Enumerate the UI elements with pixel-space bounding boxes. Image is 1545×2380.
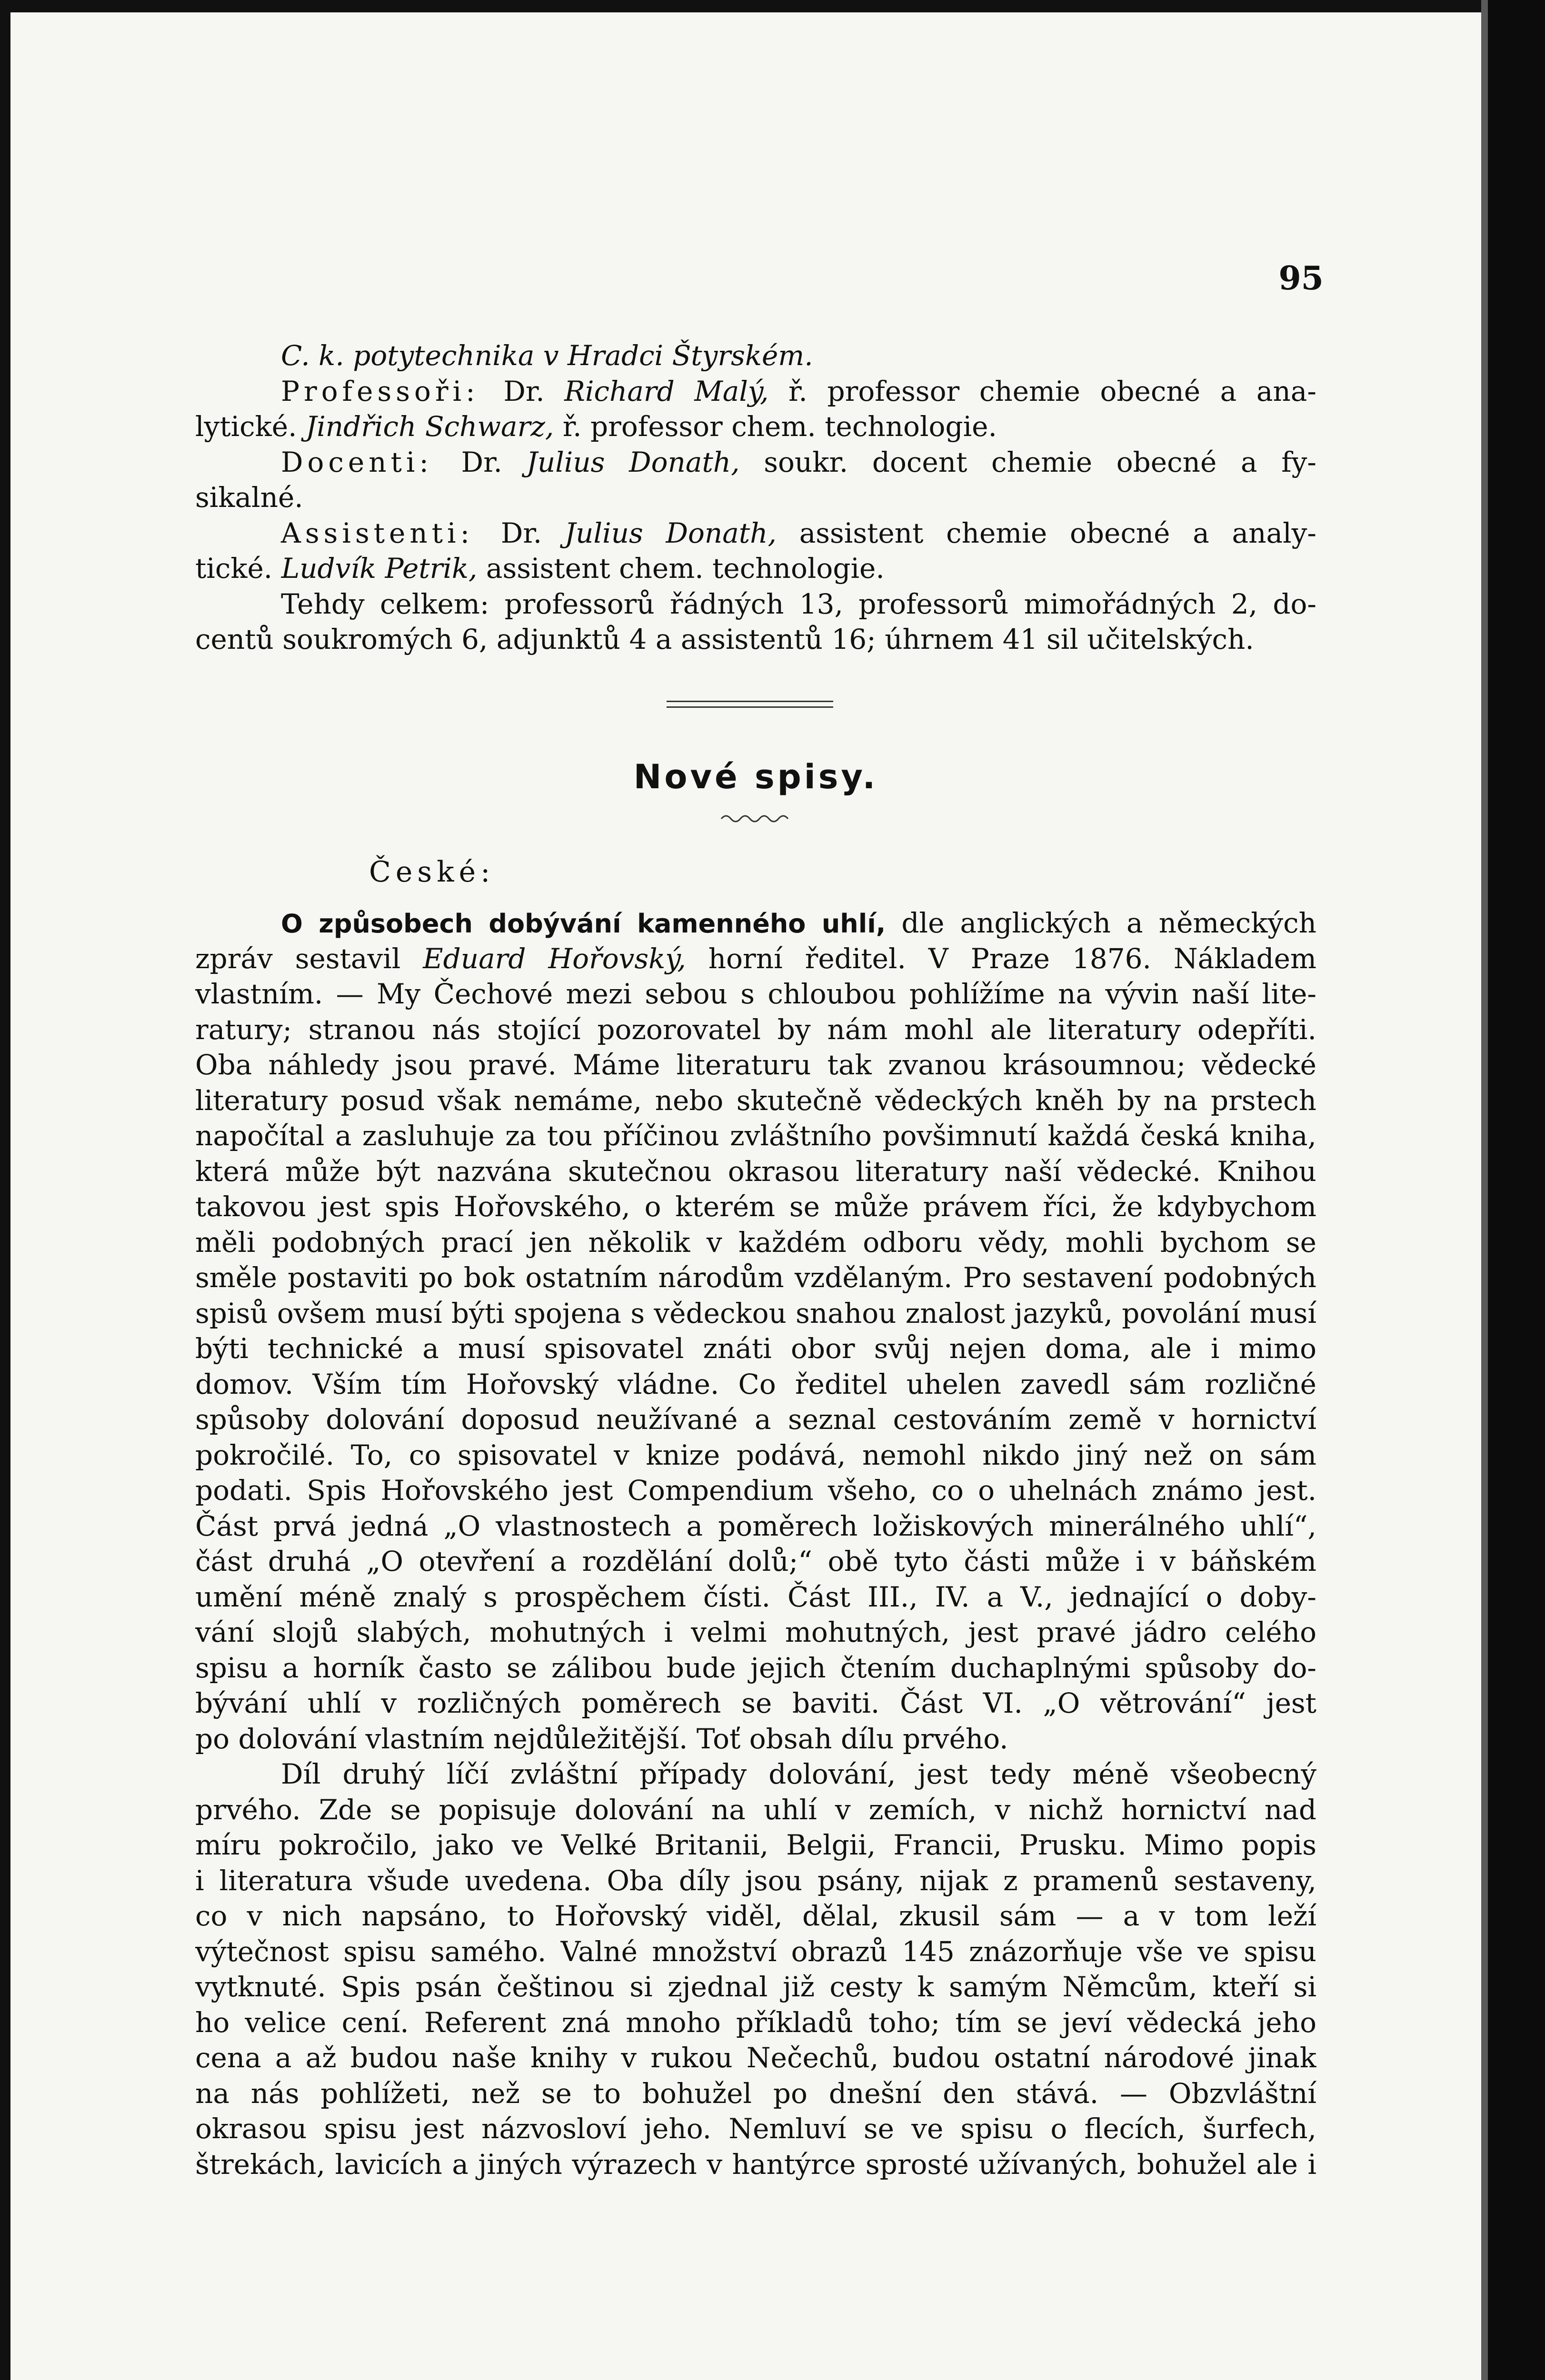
text-run: spůsoby dolování doposud neužívané a seznal cestováním země v hornictví (195, 1403, 1316, 1436)
text-run: Dr. (503, 375, 565, 407)
text-line (195, 941, 1316, 977)
text-line: štrekách, lavicích a jiných výrazech v hantýrce sprosté užívaných, bohužel ale i (195, 2148, 1316, 2181)
subheading-czech: České: (369, 855, 495, 889)
double-rule-bottom (667, 706, 833, 708)
text-line (195, 1508, 1316, 1544)
text-run: domov. Vším tím Hořovský vládne. Co ředitel uhelen zavedl sám rozličné (195, 1368, 1316, 1400)
text-line: na nás pohlížeti, než se to bohužel po dnešní den stává. — Obzvláštní (195, 2077, 1316, 2110)
scan-border-top (0, 0, 1545, 12)
text-line (195, 1189, 1316, 1225)
text-line (195, 976, 1316, 1012)
text-line: cena a až budou naše knihy v rukou Nečechů, budou ostatní národové jinak (195, 2042, 1316, 2074)
text-run: po dolování vlastním nejdůležitější. Toť obsah dílu prvého. (195, 1722, 1008, 1755)
text-run: vání slojů slabých, mohutných i velmi mohutných, jest pravé jádro celého (195, 1616, 1316, 1648)
wave-ornament-icon (719, 810, 790, 824)
scan-border-right (1488, 0, 1545, 2380)
text-run: assistent chem. technologie. (477, 552, 885, 585)
text-line (195, 1047, 1316, 1083)
text-run: spisu a horník často se zálibou bude jejich čtením duchaplnými spůsoby do- (195, 1651, 1316, 1684)
text-run: tické. (195, 552, 281, 585)
text-line (195, 1473, 1316, 1508)
text-line (195, 374, 1316, 409)
text-run: zpráv sestavil (195, 942, 423, 975)
text-line (195, 1083, 1316, 1119)
double-rule-top (667, 701, 833, 702)
text-line (195, 1438, 1316, 1473)
text-run: spisů ovšem musí býti spojena s vědeckou snahou znalost jazyků, povolání musí (195, 1297, 1316, 1329)
text-line (195, 551, 1316, 586)
text-run: umění méně znalý s prospěchem čísti. Část III., IV. a V., jednající o doby- (195, 1580, 1316, 1613)
text-run: lytické. (195, 410, 306, 443)
text-line: míru pokročilo, jako ve Velké Britanii, Belgii, Francii, Prusku. Mimo popis (195, 1829, 1316, 1861)
staff-role-label: Assistenti: (281, 516, 501, 549)
text-run: dle anglických a německých (886, 907, 1316, 939)
text-run: směle postaviti po bok ostatním národům vzdělaným. Pro sestavení podobných (195, 1261, 1316, 1294)
text-line: okrasou spisu jest názvosloví jeho. Nemluví se ve spisu o flecích, šurfech, (195, 2112, 1316, 2145)
text-run: která může být nazvána skutečnou okrasou literatury naší vědecké. Knihou (195, 1155, 1316, 1188)
text-run: horní ředitel. V Praze 1876. Nákladem (686, 942, 1316, 975)
text-run: Dr. (500, 516, 565, 549)
text-run: ratury; stranou nás stojící pozorovatel by nám mohl ale literatury odepříti. (195, 1013, 1316, 1046)
text-run: bývání uhlí v rozličných poměrech se baviti. Část VI. „O větrování“ jest (195, 1687, 1316, 1719)
text-line (195, 1296, 1316, 1331)
text-line (195, 1650, 1316, 1686)
italic-name: Ludvík Petrik, (281, 552, 478, 585)
totals-paragraph (195, 586, 1316, 657)
text-line (195, 1367, 1316, 1402)
text-line (195, 1544, 1316, 1579)
italic-name: Jindřich Schwarz, (306, 410, 554, 443)
text-run: ř. professor chem. technologie. (554, 410, 997, 443)
text-run: ř. professor chemie obecné a ana- (768, 375, 1316, 407)
text-line: co v nich napsáno, to Hořovský viděl, dělal, zkusil sám — a v tom leží (195, 1900, 1316, 1932)
text-line (195, 445, 1316, 480)
text-line (195, 516, 1316, 551)
section-heading: Nové spisy. (633, 757, 878, 796)
text-line (195, 1721, 1316, 1757)
staff-role-label: Professoři: (281, 375, 504, 407)
italic-name: Richard Malý, (564, 375, 769, 407)
text-run: napočítal a zasluhuje za tou příčinou zvláštního povšimnutí každá česká kniha, (195, 1120, 1316, 1152)
italic-name: Julius Donath, (526, 446, 740, 478)
text-line (195, 1260, 1316, 1296)
text-run: pokročilé. To, co spisovatel v knize podává, nemohl nikdo jiný než on sám (195, 1438, 1316, 1471)
text-line (195, 905, 1316, 941)
text-run: soukr. docent chemie obecné a fy- (739, 446, 1316, 478)
scan-border-right-shadow (1481, 0, 1488, 2380)
text-line (195, 409, 1316, 445)
text-line: Tehdy celkem: professorů řádných 13, professorů mimořádných 2, do- (281, 587, 1316, 620)
text-run: assistent chemie obecné a analy- (776, 516, 1316, 549)
text-run: vlastním. — My Čechové mezi sebou s chloubou pohlížíme na vývin naší lite- (195, 978, 1316, 1010)
text-line (195, 1331, 1316, 1367)
text-run: část druhá „O otevření a rozdělání dolů;“ obě tyto části může i v báňském (195, 1545, 1316, 1577)
article-paragraph-1 (195, 905, 1316, 1756)
article-paragraph-2 (195, 1756, 1316, 2182)
text-run: sikalné. (195, 481, 303, 514)
text-line: centů soukromých 6, adjunktů 4 a assistentů 16; úhrnem 41 sil učitelských. (195, 623, 1254, 655)
text-line: ho velice cení. Referent zná mnoho příkladů toho; tím se jeví vědecká jeho (195, 2006, 1316, 2039)
text-line (195, 1615, 1316, 1650)
institution-title: C. k. potytechnika v Hradci Štyrském. (281, 339, 813, 372)
article-body (195, 905, 1316, 2182)
text-run: býti technické a musí spisovatel znáti obor svůj nejen doma, ale i mimo (195, 1332, 1316, 1365)
article-title: O způsobech dobývání kamenného uhlí, (281, 909, 886, 939)
staff-role-label: Docenti: (281, 446, 461, 478)
text-line (195, 1118, 1316, 1154)
text-run: podati. Spis Hořovského jest Compendium všeho, co o uhelnách známo jest. (195, 1474, 1316, 1507)
text-run: měli podobných prací jen několik v každém odboru vědy, mohli bychom se (195, 1226, 1316, 1259)
staff-list (195, 374, 1316, 586)
text-run: Část prvá jedná „O vlastnostech a poměrech ložiskových minerálného uhlí“, (195, 1509, 1316, 1542)
text-line (195, 1154, 1316, 1190)
scan-border-left (0, 0, 10, 2380)
text-line (195, 1686, 1316, 1721)
text-line (195, 1225, 1316, 1260)
text-line (195, 480, 1316, 516)
text-line (195, 1402, 1316, 1438)
text-line (195, 1579, 1316, 1615)
text-run: takovou jest spis Hořovského, o kterém se může právem říci, že kdybychom (195, 1190, 1316, 1223)
text-line: i literatura všude uvedena. Oba díly jsou psány, nijak z pramenů sestaveny, (195, 1864, 1316, 1897)
institution-block (195, 338, 1316, 657)
text-run: literatury posud však nemáme, nebo skutečně vědeckých kněh by na prstech (195, 1084, 1316, 1117)
text-line: vytknuté. Spis psán češtinou si zjednal již cesty k samým Němcům, kteří si (195, 1971, 1316, 2003)
italic-name: Julius Donath, (564, 516, 777, 549)
page-number: 95 (1278, 259, 1324, 298)
text-line (195, 1012, 1316, 1048)
text-line: Díl druhý líčí zvláštní případy dolování, jest tedy méně všeobecný (281, 1758, 1316, 1790)
text-line: prvého. Zde se popisuje dolování na uhlí v zemích, v nichž hornictví nad (195, 1793, 1316, 1826)
text-line: výtečnost spisu samého. Valné množství obrazů 145 znázorňuje vše ve spisu (195, 1935, 1316, 1968)
text-run: Oba náhledy jsou pravé. Máme literaturu tak zvanou krásoumnou; vědecké (195, 1049, 1316, 1081)
italic-name: Eduard Hořovský, (423, 942, 686, 975)
text-run: Dr. (461, 446, 527, 478)
